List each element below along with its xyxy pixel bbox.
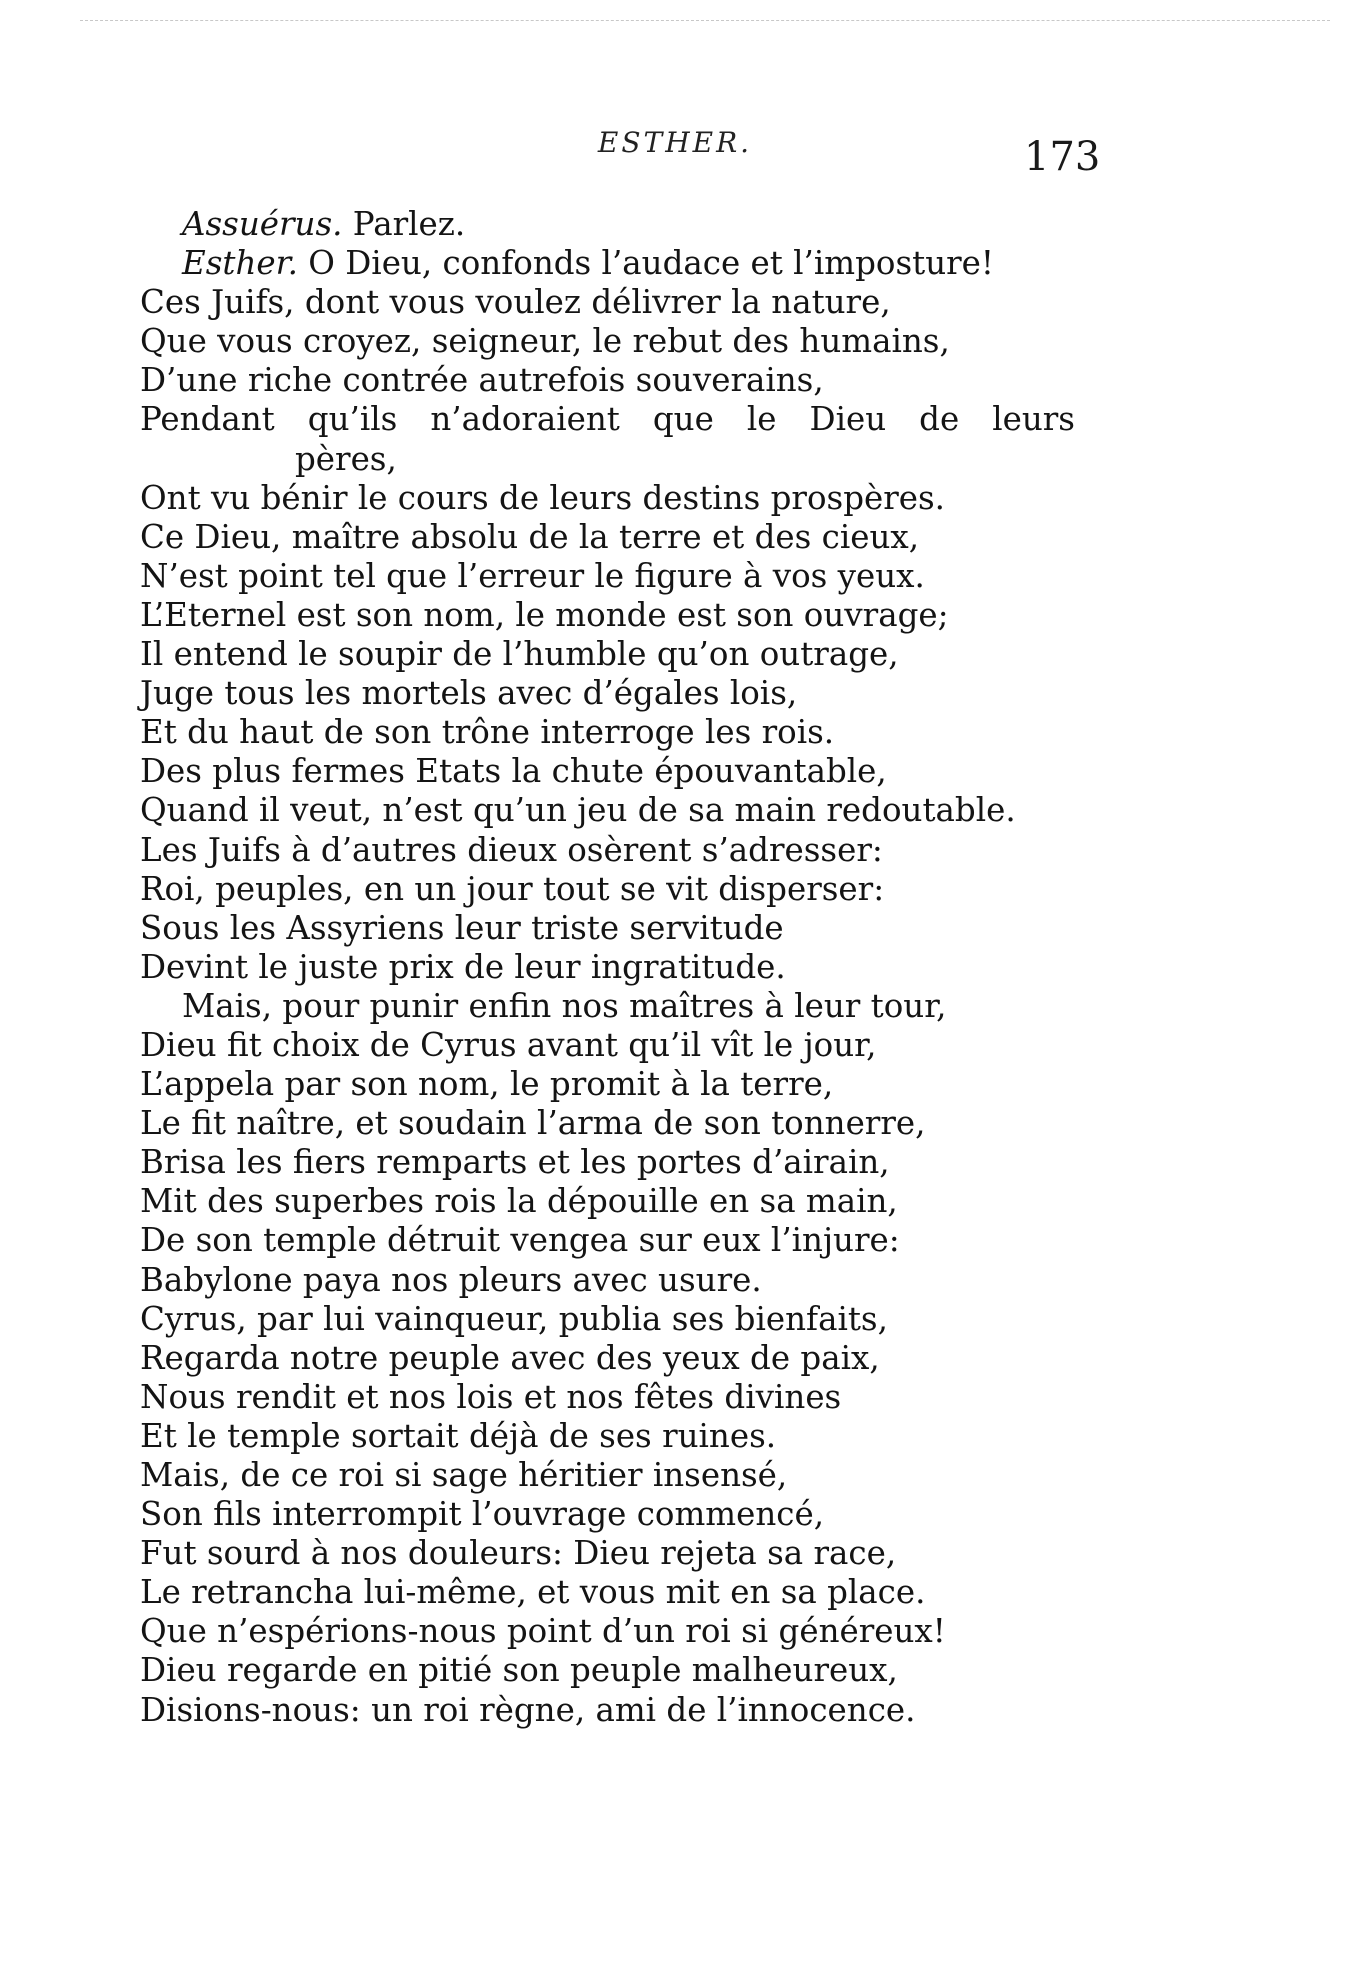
scan-edge-line: [80, 20, 1330, 21]
verse-line: Et du haut de son trône interroge les rois.: [140, 713, 835, 752]
verse-line: Et le temple sortait déjà de ses ruines.: [140, 1416, 777, 1455]
speaker-name: Esther.: [182, 244, 298, 283]
verse-line: Nous rendit et nos lois et nos fêtes divines: [140, 1377, 842, 1416]
verse-line: Quand il veut, n’est qu’un jeu de sa main redoutable.: [140, 791, 1016, 830]
verse-line: Ces Juifs, dont vous voulez délivrer la nature,: [140, 283, 891, 322]
verse-line: Que n’espérions-nous point d’un roi si généreux!: [140, 1612, 946, 1651]
verse-line: [140, 244, 1240, 283]
running-title: ESTHER.: [597, 126, 753, 159]
verse-line: Juge tous les mortels avec d’égales lois,: [140, 674, 798, 713]
verse-line: D’une riche contrée autrefois souverains,: [140, 361, 824, 400]
verse-line: Ont vu bénir le cours de leurs destins prospères.: [140, 478, 946, 517]
verse-line: Fut sourd à nos douleurs: Dieu rejeta sa race,: [140, 1534, 897, 1573]
verse-line: Cyrus, par lui vainqueur, publia ses bienfaits,: [140, 1299, 888, 1338]
verse-line: Mais, pour punir enfin nos maîtres à leur tour,: [182, 986, 947, 1025]
verse-line: Le retrancha lui-même, et vous mit en sa place.: [140, 1573, 926, 1612]
verse-text: [140, 205, 1240, 1730]
verse-line: Des plus fermes Etats la chute épouvantable,: [140, 752, 887, 791]
verse-line: Dieu regarde en pitié son peuple malheureux,: [140, 1651, 898, 1690]
verse-line: L’appela par son nom, le promit à la terre,: [140, 1065, 834, 1104]
verse-line: Il entend le soupir de l’humble qu’on outrage,: [140, 635, 899, 674]
line-text: O Dieu, confonds l’audace et l’imposture!: [297, 244, 994, 283]
verse-line: Sous les Assyriens leur triste servitude: [140, 908, 784, 947]
verse-line: Dieu fit choix de Cyrus avant qu’il vît le jour,: [140, 1025, 877, 1064]
verse-line-turnover: pères,: [295, 439, 397, 478]
verse-line: Que vous croyez, seigneur, le rebut des humains,: [140, 322, 950, 361]
verse-line: Les Juifs à d’autres dieux osèrent s’adresser:: [140, 830, 883, 869]
verse-line: Pendant qu’ils n’adoraient que le Dieu de leurs: [140, 400, 1075, 439]
verse-line: Son fils interrompit l’ouvrage commencé,: [140, 1495, 825, 1534]
verse-line: N’est point tel que l’erreur le figure à vos yeux.: [140, 556, 925, 595]
verse-line: Le fit naître, et soudain l’arma de son tonnerre,: [140, 1104, 926, 1143]
verse-line: L’Eternel est son nom, le monde est son ouvrage;: [140, 595, 949, 634]
speaker-name: Assuérus.: [182, 205, 343, 243]
verse-line: Ce Dieu, maître absolu de la terre et des cieux,: [140, 517, 920, 556]
verse-line: Mit des superbes rois la dépouille en sa main,: [140, 1182, 898, 1221]
verse-line: Babylone paya nos pleurs avec usure.: [140, 1260, 762, 1299]
verse-line: Regarda notre peuple avec des yeux de paix,: [140, 1338, 880, 1377]
line-text: Parlez.: [342, 205, 466, 243]
verse-line: Devint le juste prix de leur ingratitude.: [140, 947, 786, 986]
verse-line: Roi, peuples, en un jour tout se vit disperser:: [140, 869, 885, 908]
verse-line: [140, 205, 1240, 244]
verse-line: Mais, de ce roi si sage héritier insensé,: [140, 1456, 788, 1494]
verse-line: Disions-nous: un roi règne, ami de l’innocence.: [140, 1690, 916, 1729]
verse-line: Brisa les fiers remparts et les portes d’airain,: [140, 1143, 890, 1182]
page-number: 173: [1024, 134, 1101, 180]
verse-line: De son temple détruit vengea sur eux l’injure:: [140, 1221, 900, 1260]
